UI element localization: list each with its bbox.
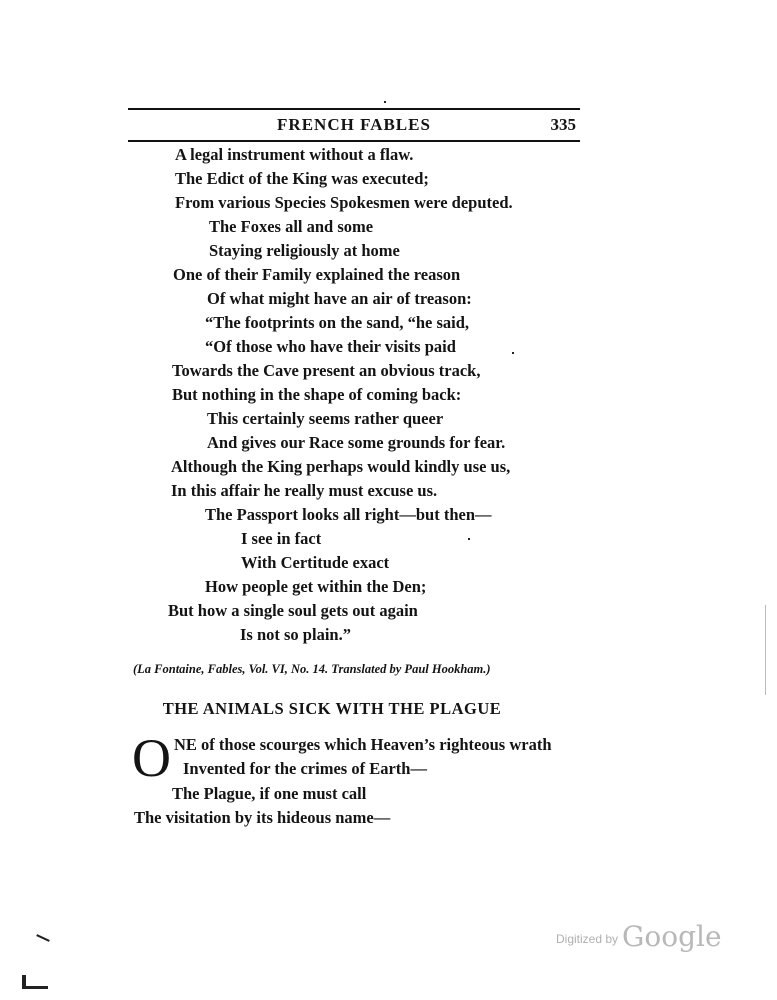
poem-line: Towards the Cave present an obvious track, xyxy=(172,361,481,380)
fable-line: Invented for the crimes of Earth— xyxy=(183,759,427,778)
section-title: THE ANIMALS SICK WITH THE PLAGUE xyxy=(162,699,502,718)
poem-line: Although the King perhaps would kindly use us, xyxy=(171,457,511,476)
poem-line: From various Species Spokesmen were deputed. xyxy=(175,193,513,212)
scan-mark xyxy=(22,986,48,989)
watermark-prefix: Digitized by xyxy=(556,932,619,946)
running-title: FRENCH FABLES xyxy=(277,115,431,134)
scan-speck xyxy=(512,352,514,354)
fable-line: NE of those scourges which Heaven’s righteous wrath xyxy=(174,735,552,754)
scan-speck xyxy=(384,101,386,103)
poem-line: The Passport looks all right—but then— xyxy=(205,505,492,524)
poem-line: The Foxes all and some xyxy=(209,217,374,236)
poem-line: This certainly seems rather queer xyxy=(207,409,444,428)
poem-line: “The footprints on the sand, “he said, xyxy=(205,313,470,332)
scan-edge-line xyxy=(765,605,766,695)
header-rule-top xyxy=(128,108,580,110)
running-head xyxy=(128,115,580,137)
fable-line: The Plague, if one must call xyxy=(172,784,367,803)
poem-line: But nothing in the shape of coming back: xyxy=(172,385,462,404)
poem-line: One of their Family explained the reason xyxy=(173,265,461,284)
poem-line: Of what might have an air of treason: xyxy=(207,289,472,308)
poem-line: Is not so plain.” xyxy=(240,625,351,644)
poem-line: The Edict of the King was executed; xyxy=(175,169,429,188)
google-logo: Google xyxy=(622,920,722,953)
attribution: (La Fontaine, Fables, Vol. VI, No. 14. Translated by Paul Hookham.) xyxy=(133,662,491,676)
poem-line: Staying religiously at home xyxy=(209,241,400,260)
scan-mark xyxy=(36,934,50,942)
page-number: 335 xyxy=(550,115,576,134)
drop-cap: O xyxy=(132,728,171,788)
poem-line: With Certitude exact xyxy=(241,553,390,572)
poem-line: In this affair he really must excuse us. xyxy=(171,481,438,500)
poem-line: I see in fact xyxy=(241,529,322,548)
poem-line: “Of those who have their visits paid xyxy=(205,337,456,356)
poem-line: But how a single soul gets out again xyxy=(168,601,418,620)
scan-speck xyxy=(468,538,470,540)
fable-line: The visitation by its hideous name— xyxy=(134,808,391,827)
poem-line: A legal instrument without a flaw. xyxy=(175,145,414,164)
poem-line: How people get within the Den; xyxy=(205,577,427,596)
poem-line: And gives our Race some grounds for fear. xyxy=(207,433,506,452)
digitized-by-watermark xyxy=(556,920,722,953)
header-rule-bottom xyxy=(128,140,580,142)
